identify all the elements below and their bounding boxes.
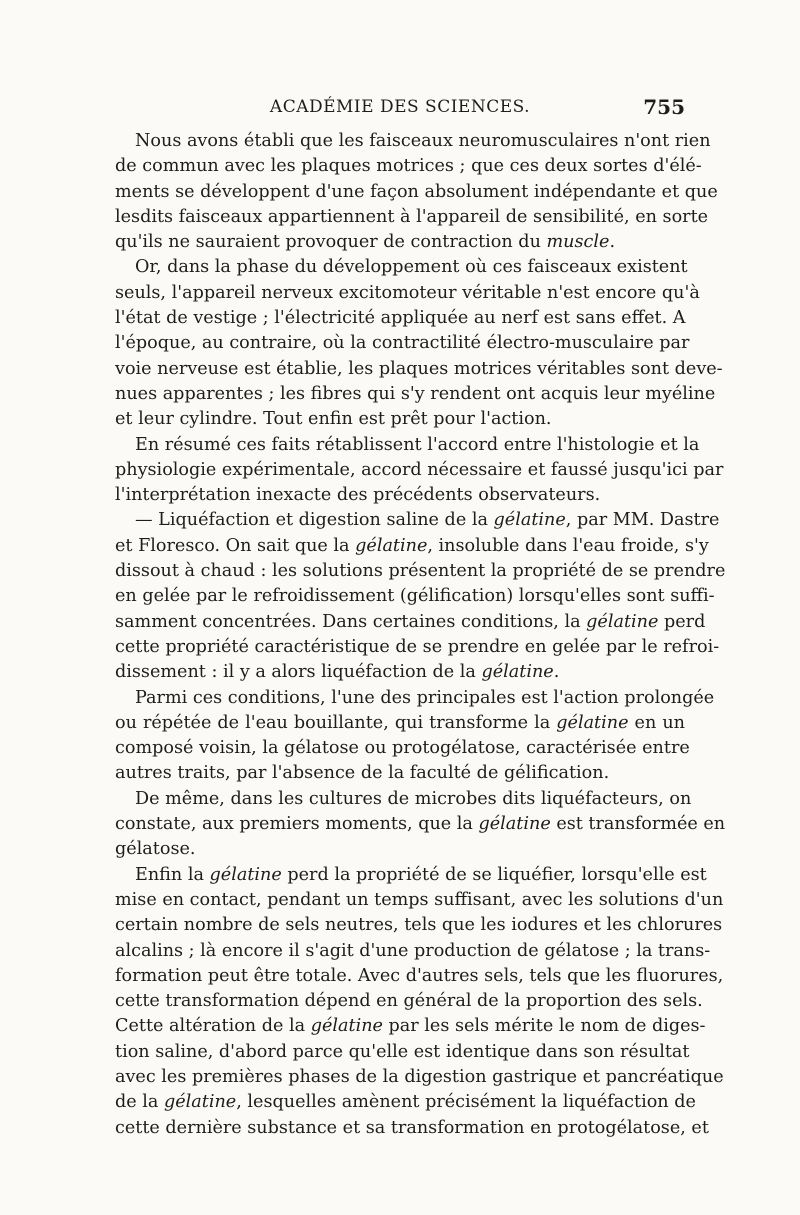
- text-line: [115, 711, 685, 736]
- text-line: [115, 433, 700, 458]
- text-line: [115, 939, 711, 964]
- text-segment: certain nombre de sels neutres, tels que les iodures et les chlorures: [115, 915, 723, 936]
- text-segment: de commun avec les plaques motrices ; que ces deux sortes d'élé-: [115, 156, 702, 177]
- italic-term: gélatine: [163, 1092, 237, 1113]
- body-text: [115, 129, 726, 1141]
- text-segment: ments se développent d'une façon absolument indépendante et que: [115, 181, 718, 202]
- text-segment: gélatose.: [115, 839, 196, 860]
- text-segment: l'interprétation inexacte des précédents observateurs.: [115, 485, 601, 506]
- text-segment: tion saline, d'abord parce qu'elle est identique dans son résultat: [115, 1041, 690, 1062]
- text-line: [115, 1116, 709, 1141]
- text-segment: Nous avons établi que les faisceaux neuromusculaires n'ont rien: [135, 131, 711, 151]
- text-segment: qu'ils ne sauraient provoquer de contraction du: [115, 232, 547, 253]
- text-segment: voie nerveuse est établie, les plaques motrices véritables sont deve-: [115, 358, 723, 379]
- text-line: [115, 230, 685, 255]
- text-line: [115, 205, 709, 230]
- text-line: [115, 787, 692, 812]
- italic-term: gélatine: [478, 814, 551, 835]
- text-segment: alcalins ; là encore il s'agit d'une production de gélatose ; la trans-: [115, 940, 711, 961]
- text-line: [115, 382, 716, 407]
- text-segment: formation peut être totale. Avec d'autres sels, tels que les fluorures,: [115, 965, 724, 986]
- text-segment: l'état de vestige ; l'électricité appliquée au nerf est sans effet. A: [115, 308, 686, 329]
- text-segment: cette dernière substance et sa transformation en protogélatose, et: [115, 1117, 709, 1138]
- text-line: [115, 1090, 696, 1115]
- text-segment: , lesquelles amènent précisément la liquéfaction de: [236, 1092, 696, 1113]
- text-line: [115, 736, 690, 761]
- italic-term: muscle: [546, 232, 610, 253]
- text-line: [115, 458, 724, 483]
- italic-term: gélatine: [209, 864, 282, 885]
- text-segment: dissement : il y a alors liquéfaction de la: [115, 662, 482, 683]
- text-segment: , insoluble dans l'eau froide, s'y: [427, 535, 709, 556]
- text-line: [115, 913, 723, 938]
- italic-term: gélatine: [481, 662, 554, 683]
- text-line: [115, 863, 707, 888]
- text-segment: perd la propriété de se liquéfier, lorsqu'elle est: [281, 864, 707, 885]
- text-line: [115, 761, 685, 786]
- text-segment: , par MM. Dastre: [565, 510, 720, 531]
- text-line: [115, 1040, 690, 1065]
- text-segment: composé voisin, la gélatose ou protogélatose, caractérisée entre: [115, 738, 690, 759]
- text-segment: constate, aux premiers moments, que la: [115, 814, 479, 835]
- text-line: [115, 331, 690, 356]
- text-line: [115, 129, 711, 154]
- text-segment: autres traits, par l'absence de la faculté de gélification.: [115, 763, 610, 784]
- text-segment: en gelée par le refroidissement (gélification) lorsqu'elles sont suffi-: [115, 586, 715, 607]
- text-line: [115, 686, 715, 711]
- text-line: [115, 559, 726, 584]
- text-segment: Cette altération de la: [115, 1016, 311, 1037]
- text-segment: en un: [628, 712, 685, 733]
- text-segment: par les sels mérite le nom de diges-: [382, 1016, 706, 1037]
- text-segment: lesdits faisceaux appartiennent à l'appareil de sensibilité, en sorte: [115, 206, 709, 227]
- text-line: [115, 180, 718, 205]
- text-line: [115, 888, 724, 913]
- text-line: [115, 1014, 706, 1039]
- running-title: ACADÉMIE DES SCIENCES.: [269, 97, 531, 117]
- italic-term: gélatine: [493, 510, 566, 531]
- text-line: [115, 1065, 724, 1090]
- running-head: [115, 95, 685, 129]
- text-segment: cette propriété caractéristique de se prendre en gelée par le refroi-: [115, 636, 720, 657]
- text-segment: Enfin la: [135, 864, 210, 885]
- text-line: [115, 964, 724, 989]
- text-segment: dissout à chaud : les solutions présentent la propriété de se prendre: [115, 561, 726, 582]
- text-segment: .: [553, 662, 560, 683]
- text-line: [115, 255, 688, 280]
- text-line: [115, 407, 685, 432]
- text-segment: et leur cylindre. Tout enfin est prêt pour l'action.: [115, 409, 552, 430]
- text-line: [115, 610, 706, 635]
- text-line: [115, 812, 726, 837]
- text-segment: .: [609, 232, 616, 253]
- text-line: [115, 281, 700, 306]
- text-segment: mise en contact, pendant un temps suffisant, avec les solutions d'un: [115, 889, 724, 910]
- italic-term: gélatine: [556, 712, 629, 733]
- text-segment: cette transformation dépend en général de la proportion des sels.: [115, 991, 703, 1012]
- text-line: [115, 306, 685, 331]
- text-segment: ou répétée de l'eau bouillante, qui transforme la: [115, 712, 557, 733]
- text-line: [115, 989, 703, 1014]
- text-segment: avec les premières phases de la digestion gastrique et pancréatique: [115, 1066, 724, 1087]
- text-segment: est transformée en: [550, 814, 726, 835]
- text-line: [115, 584, 715, 609]
- italic-term: gélatine: [586, 611, 659, 632]
- text-segment: En résumé ces faits rétablissent l'accord entre l'histologie et la: [135, 434, 700, 455]
- text-line: [115, 508, 720, 533]
- text-segment: de la: [115, 1092, 164, 1113]
- italic-term: gélatine: [310, 1016, 383, 1037]
- text-segment: l'époque, au contraire, où la contractilité électro-musculaire par: [115, 333, 690, 354]
- text-line: [115, 635, 720, 660]
- text-segment: physiologie expérimentale, accord nécessaire et faussé jusqu'ici par: [115, 459, 724, 480]
- text-line: [115, 660, 685, 685]
- italic-term: gélatine: [355, 535, 428, 556]
- text-segment: De même, dans les cultures de microbes dits liquéfacteurs, on: [135, 788, 692, 809]
- text-segment: nues apparentes ; les fibres qui s'y rendent ont acquis leur myéline: [115, 383, 716, 404]
- text-line: [115, 483, 685, 508]
- page-number: 755: [643, 95, 685, 119]
- text-line: [115, 154, 702, 179]
- text-segment: samment concentrées. Dans certaines conditions, la: [115, 611, 587, 632]
- text-line: [115, 357, 723, 382]
- text-segment: — Liquéfaction et digestion saline de la: [135, 510, 494, 531]
- text-line: [115, 534, 709, 559]
- text-segment: Parmi ces conditions, l'une des principales est l'action prolongée: [135, 687, 715, 708]
- text-line: [115, 837, 685, 862]
- text-segment: Or, dans la phase du développement où ces faisceaux existent: [135, 257, 688, 278]
- text-segment: perd: [658, 611, 706, 632]
- text-segment: et Floresco. On sait que la: [115, 535, 356, 556]
- text-segment: seuls, l'appareil nerveux excitomoteur véritable n'est encore qu'à: [115, 282, 700, 303]
